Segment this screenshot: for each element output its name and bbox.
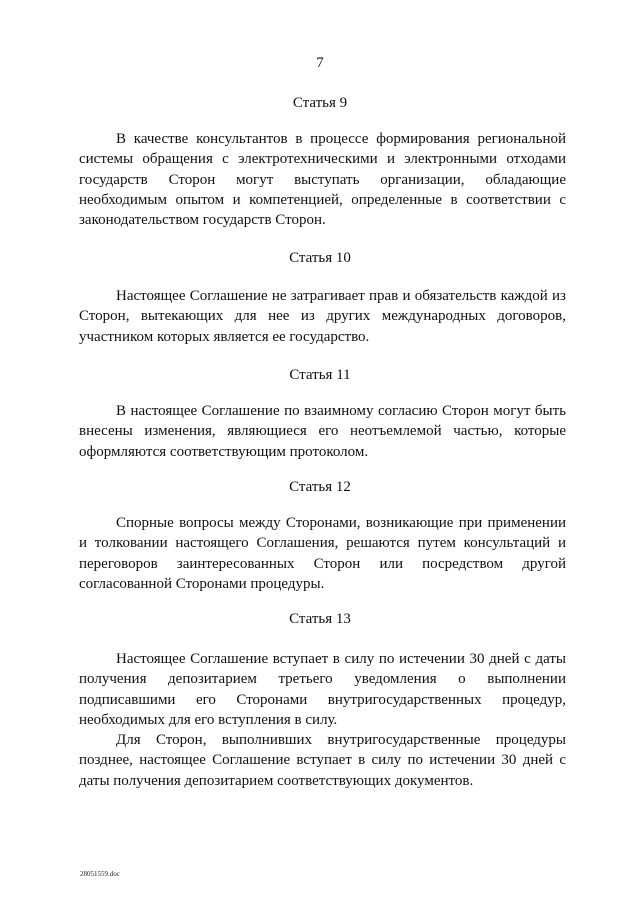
article-12-paragraph: Спорные вопросы между Сторонами, возникающие при применении и толковании настоящего Соглашения, решаются путем консультаций и переговоров заинтересованных Сторон или посредством другой согласованной Сторонами процедуры. — [79, 515, 566, 592]
article-13-heading: Статья 13 — [289, 611, 351, 627]
article-11-paragraph: В настоящее Соглашение по взаимному согласию Сторон могут быть внесены изменения, являющиеся его неотъемлемой частью, которые оформляются соответствующим протоколом. — [79, 403, 566, 460]
article-13-paragraph-1: Настоящее Соглашение вступает в силу по истечении 30 дней с даты получения депозитарием третьего уведомления о выполнении подписавшими его Сторонами внутригосударственных процедур, необходимых для его вступления в силу. — [79, 651, 566, 728]
article-13-paragraph-2: Для Сторон, выполнивших внутригосударственные процедуры позднее, настоящее Соглашение вступает в силу по истечении 30 дней с даты получения депозитарием соответствующих документов. — [79, 732, 566, 789]
article-10-heading: Статья 10 — [289, 250, 351, 266]
page-number: 7 — [316, 55, 324, 71]
article-10-paragraph: Настоящее Соглашение не затрагивает прав и обязательств каждой из Сторон, вытекающих для нее из других международных договоров, участником которых является ее государство. — [79, 288, 566, 345]
article-12-heading: Статья 12 — [289, 479, 351, 495]
article-9-heading: Статья 9 — [292, 95, 348, 111]
document-footer: 28051559.doc — [80, 870, 120, 878]
article-11-heading: Статья 11 — [289, 367, 351, 383]
article-9-paragraph: В качестве консультантов в процессе формирования региональной системы обращения с электротехническими и электронными отходами государств Сторон могут выступать организации, обладающие необходимым опытом и компетенцией, определенные в соответствии с законодательством государств Сторон. — [79, 131, 566, 229]
